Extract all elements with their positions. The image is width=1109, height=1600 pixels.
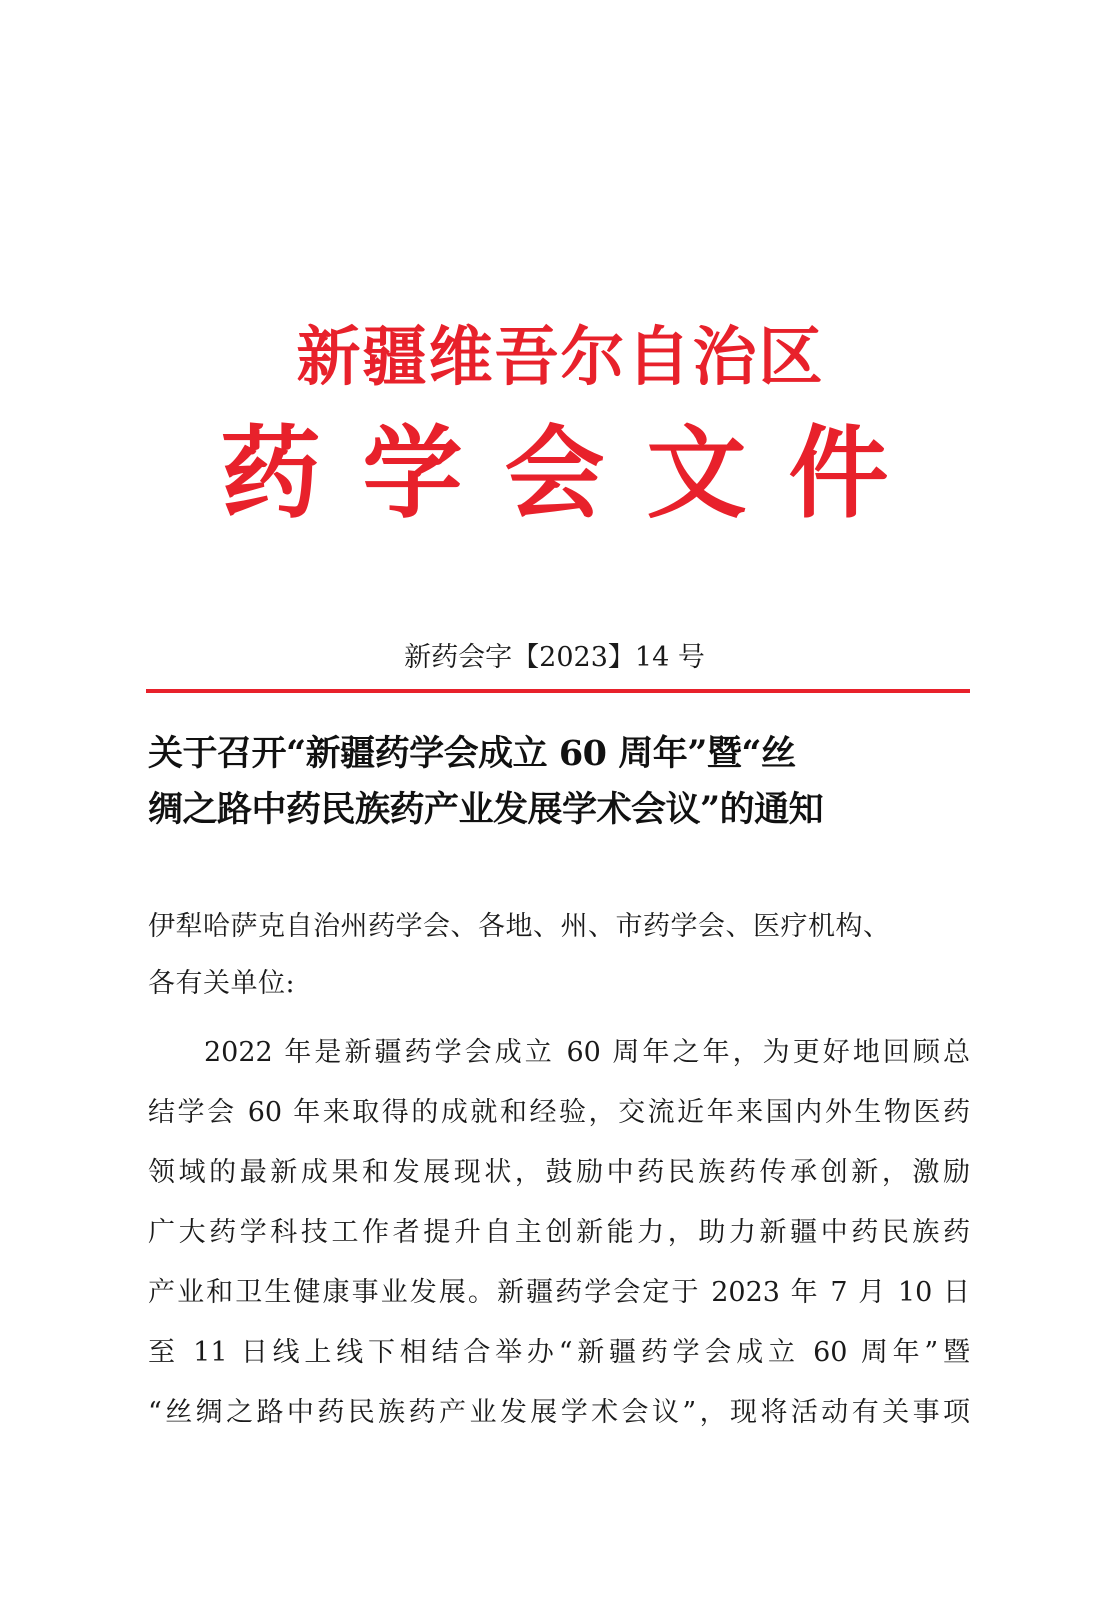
document-number: 新药会字【2023】14 号 xyxy=(404,642,705,673)
body-line: 2022 年是新疆药学会成立 60 周年之年，为更好地回顾总 xyxy=(204,1037,970,1068)
red-divider-line xyxy=(146,689,970,693)
masthead-organization: 新疆维吾尔自治区 xyxy=(296,320,825,395)
salutation-line: 伊犁哈萨克自治州药学会、各地、州、市药学会、医疗机构、 xyxy=(148,911,891,942)
body-line: “丝绸之路中药民族药产业发展学术会议”，现将活动有关事项 xyxy=(148,1397,970,1428)
salutation xyxy=(148,898,978,1012)
body-line: 产业和卫生健康事业发展。新疆药学会定于 2023 年 7 月 10 日 xyxy=(148,1277,970,1308)
document-title xyxy=(148,726,968,838)
body-line: 结学会 60 年来取得的成就和经验，交流近年来国内外生物医药 xyxy=(148,1097,970,1128)
body-line: 广大药学科技工作者提升自主创新能力，助力新疆中药民族药 xyxy=(148,1217,970,1248)
title-line: 绸之路中药民族药产业发展学术会议”的通知 xyxy=(148,789,824,830)
salutation-line: 各有关单位: xyxy=(148,968,296,999)
body-line: 领域的最新成果和发展现状，鼓励中药民族药传承创新，激励 xyxy=(148,1157,970,1188)
body-line: 至 11 日线上线下相结合举办“新疆药学会成立 60 周年”暨 xyxy=(148,1337,970,1368)
masthead-document-type: 药学会文件 xyxy=(220,414,931,532)
body-paragraph xyxy=(148,1023,970,1443)
title-line: 关于召开“新疆药学会成立 60 周年”暨“丝 xyxy=(148,733,796,774)
